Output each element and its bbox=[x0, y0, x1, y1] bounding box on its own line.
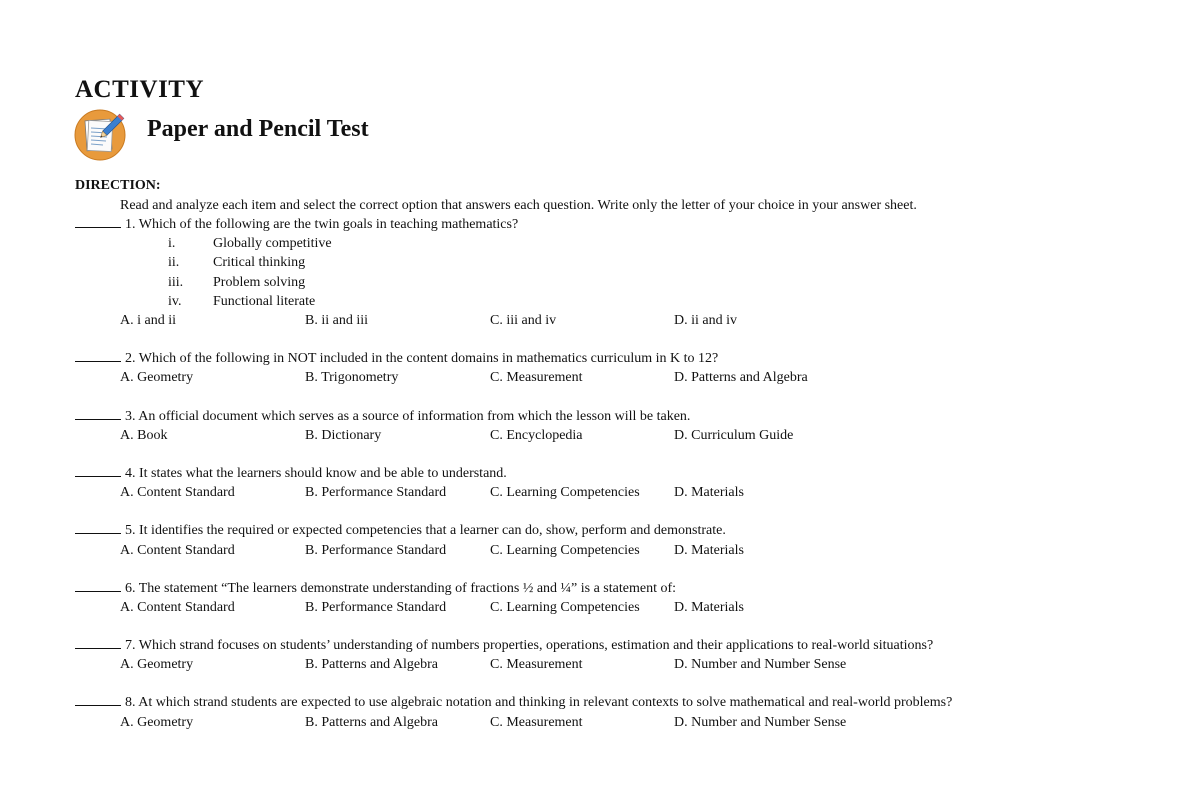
choice-row bbox=[75, 598, 1175, 617]
sub-item-number: iv. bbox=[168, 293, 182, 309]
choice-option[interactable]: B. Trigonometry bbox=[305, 370, 399, 386]
choice-option[interactable]: D. Curriculum Guide bbox=[674, 427, 794, 443]
question-line bbox=[75, 693, 1175, 712]
choice-option[interactable]: B. Performance Standard bbox=[305, 485, 447, 501]
choice-option[interactable]: C. Encyclopedia bbox=[490, 427, 583, 443]
choice-option[interactable]: D. Materials bbox=[674, 599, 744, 615]
question-text: 5. It identifies the required or expected competencies that a learner can do, show, perform and demonstrate. bbox=[125, 523, 726, 539]
choice-option[interactable]: B. Performance Standard bbox=[305, 542, 447, 558]
test-subtitle: Paper and Pencil Test bbox=[147, 116, 369, 142]
choice-option[interactable]: A. Content Standard bbox=[120, 599, 235, 615]
question-line bbox=[75, 636, 1175, 655]
choice-option[interactable]: B. Patterns and Algebra bbox=[305, 714, 438, 730]
question-text: 1. Which of the following are the twin goals in teaching mathematics? bbox=[125, 217, 519, 232]
choice-option[interactable]: D. Number and Number Sense bbox=[674, 657, 847, 673]
choice-option[interactable]: A. i and ii bbox=[120, 312, 176, 328]
choice-option[interactable]: A. Geometry bbox=[120, 714, 194, 730]
question-text: 2. Which of the following in NOT included in the content domains in mathematics curriculum in K to 12? bbox=[125, 351, 719, 367]
activity-title: ACTIVITY bbox=[75, 76, 205, 103]
question-line bbox=[75, 579, 1175, 598]
choice-option[interactable]: D. Materials bbox=[674, 542, 744, 558]
choice-option[interactable]: D. ii and iv bbox=[674, 312, 737, 328]
choice-row bbox=[75, 541, 1175, 560]
choice-row bbox=[75, 655, 1175, 674]
choice-option[interactable]: C. Measurement bbox=[490, 657, 583, 673]
choice-option[interactable]: C. Learning Competencies bbox=[490, 542, 640, 558]
answer-blank[interactable] bbox=[75, 215, 121, 228]
question-item bbox=[75, 579, 1175, 617]
choice-row bbox=[75, 713, 1175, 732]
question-line bbox=[75, 464, 1175, 483]
choice-row bbox=[75, 426, 1175, 445]
question-list bbox=[75, 215, 1175, 732]
choice-option[interactable]: C. Measurement bbox=[490, 370, 583, 386]
answer-blank[interactable] bbox=[75, 349, 121, 362]
choice-row bbox=[75, 311, 1175, 330]
choice-option[interactable]: D. Number and Number Sense bbox=[674, 714, 847, 730]
sub-item-number: ii. bbox=[168, 255, 180, 271]
choice-option[interactable]: C. Learning Competencies bbox=[490, 599, 640, 615]
sub-item bbox=[75, 273, 1175, 292]
notepad-pencil-icon bbox=[73, 109, 127, 161]
sub-item-text: Problem solving bbox=[213, 274, 306, 290]
question-item bbox=[75, 693, 1175, 731]
direction-label: DIRECTION: bbox=[75, 178, 161, 193]
sub-item bbox=[75, 292, 1175, 311]
question-line bbox=[75, 521, 1175, 540]
question-text: 7. Which strand focuses on students’ understanding of numbers properties, operations, estimation and their applications to real-world situations? bbox=[125, 638, 934, 654]
answer-blank[interactable] bbox=[75, 636, 121, 649]
choice-option[interactable]: D. Patterns and Algebra bbox=[674, 370, 808, 386]
sub-item bbox=[75, 253, 1175, 272]
choice-option[interactable]: A. Geometry bbox=[120, 370, 194, 386]
question-text: 3. An official document which serves as a source of information from which the lesson will be taken. bbox=[125, 408, 691, 424]
question-line bbox=[75, 407, 1175, 426]
sub-item bbox=[75, 234, 1175, 253]
choice-option[interactable]: C. iii and iv bbox=[490, 312, 557, 328]
question-item bbox=[75, 464, 1175, 502]
choice-option[interactable]: B. Performance Standard bbox=[305, 599, 447, 615]
answer-blank[interactable] bbox=[75, 693, 121, 706]
choice-option[interactable]: D. Materials bbox=[674, 485, 744, 501]
question-item bbox=[75, 349, 1175, 387]
question-item bbox=[75, 215, 1175, 330]
choice-option[interactable]: B. ii and iii bbox=[305, 312, 368, 328]
question-line bbox=[75, 215, 1175, 234]
sub-item-text: Globally competitive bbox=[213, 236, 332, 252]
choice-option[interactable]: A. Geometry bbox=[120, 657, 194, 673]
choice-option[interactable]: A. Content Standard bbox=[120, 485, 235, 501]
choice-row bbox=[75, 483, 1175, 502]
question-line bbox=[75, 349, 1175, 368]
question-text: 6. The statement “The learners demonstrate understanding of fractions ½ and ¼” is a statement of: bbox=[125, 580, 677, 596]
sub-item-number: i. bbox=[168, 236, 176, 252]
question-item bbox=[75, 521, 1175, 559]
choice-option[interactable]: A. Book bbox=[120, 427, 168, 443]
direction-text: Read and analyze each item and select the correct option that answers each question. Write only the letter of your choice in your answer sheet. bbox=[120, 198, 917, 213]
answer-blank[interactable] bbox=[75, 579, 121, 592]
answer-blank[interactable] bbox=[75, 464, 121, 477]
choice-option[interactable]: B. Dictionary bbox=[305, 427, 382, 443]
sub-item-text: Critical thinking bbox=[213, 255, 306, 271]
choice-row bbox=[75, 368, 1175, 387]
choice-option[interactable]: A. Content Standard bbox=[120, 542, 235, 558]
question-text: 4. It states what the learners should know and be able to understand. bbox=[125, 465, 507, 481]
answer-blank[interactable] bbox=[75, 407, 121, 420]
choice-option[interactable]: C. Measurement bbox=[490, 714, 583, 730]
choice-option[interactable]: C. Learning Competencies bbox=[490, 485, 640, 501]
sub-item-text: Functional literate bbox=[213, 293, 316, 309]
question-item bbox=[75, 636, 1175, 674]
question-text: 8. At which strand students are expected to use algebraic notation and thinking in relevant contexts to solve mathematical and real-world problems? bbox=[125, 695, 953, 711]
sub-item-number: iii. bbox=[168, 274, 184, 290]
choice-option[interactable]: B. Patterns and Algebra bbox=[305, 657, 438, 673]
answer-blank[interactable] bbox=[75, 521, 121, 534]
question-item bbox=[75, 407, 1175, 445]
